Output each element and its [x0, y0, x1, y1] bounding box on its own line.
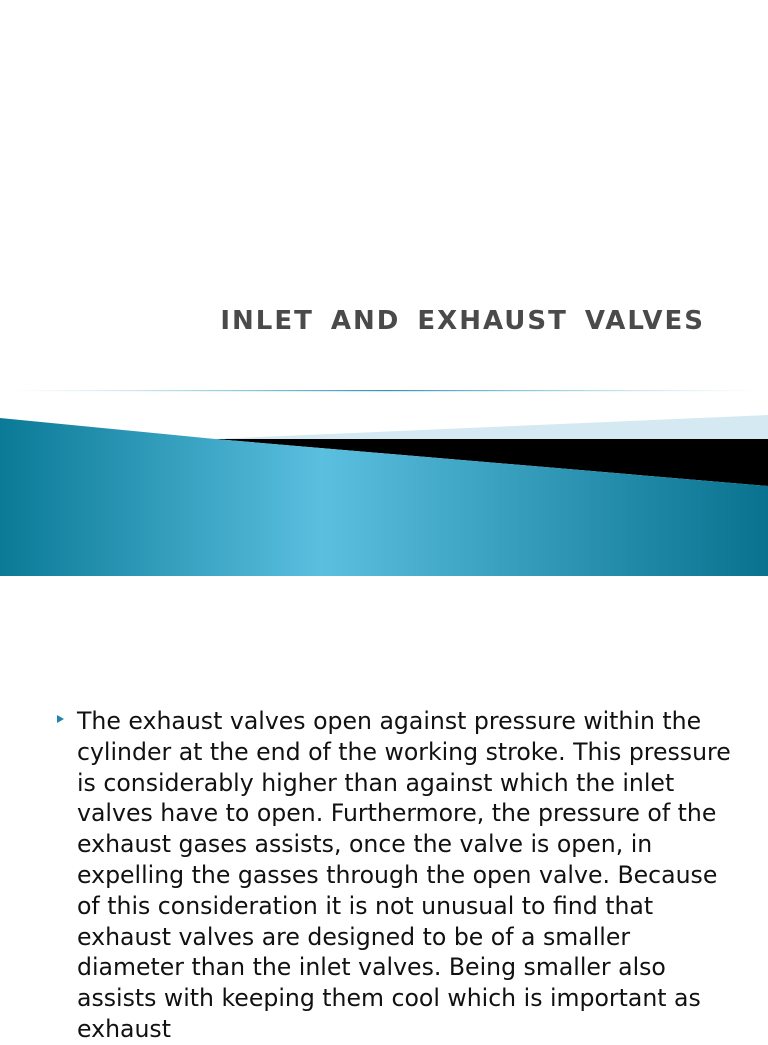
- slide-title: INLET AND EXHAUST VALVES: [220, 306, 705, 336]
- bullet-item: The exhaust valves open against pressure within the cylinder at the end of the working stroke. This pressure is considerably higher than against which the inlet valves have to open. Furthermore, the pressure of the exhaust gases assists, once the valve is open, in expelling the gasses through the open valve. Because of this consideration it is not unusual to find that exhaust valves are designed to be of a smaller diameter than the inlet valves. Being smaller also assists with keeping them cool which is important as exhaust: [77, 707, 731, 1043]
- decorative-banner: [0, 385, 768, 580]
- bullet-list: [55, 706, 735, 1045]
- bullet-arrow-icon: [57, 715, 64, 723]
- divider-line: [10, 390, 760, 391]
